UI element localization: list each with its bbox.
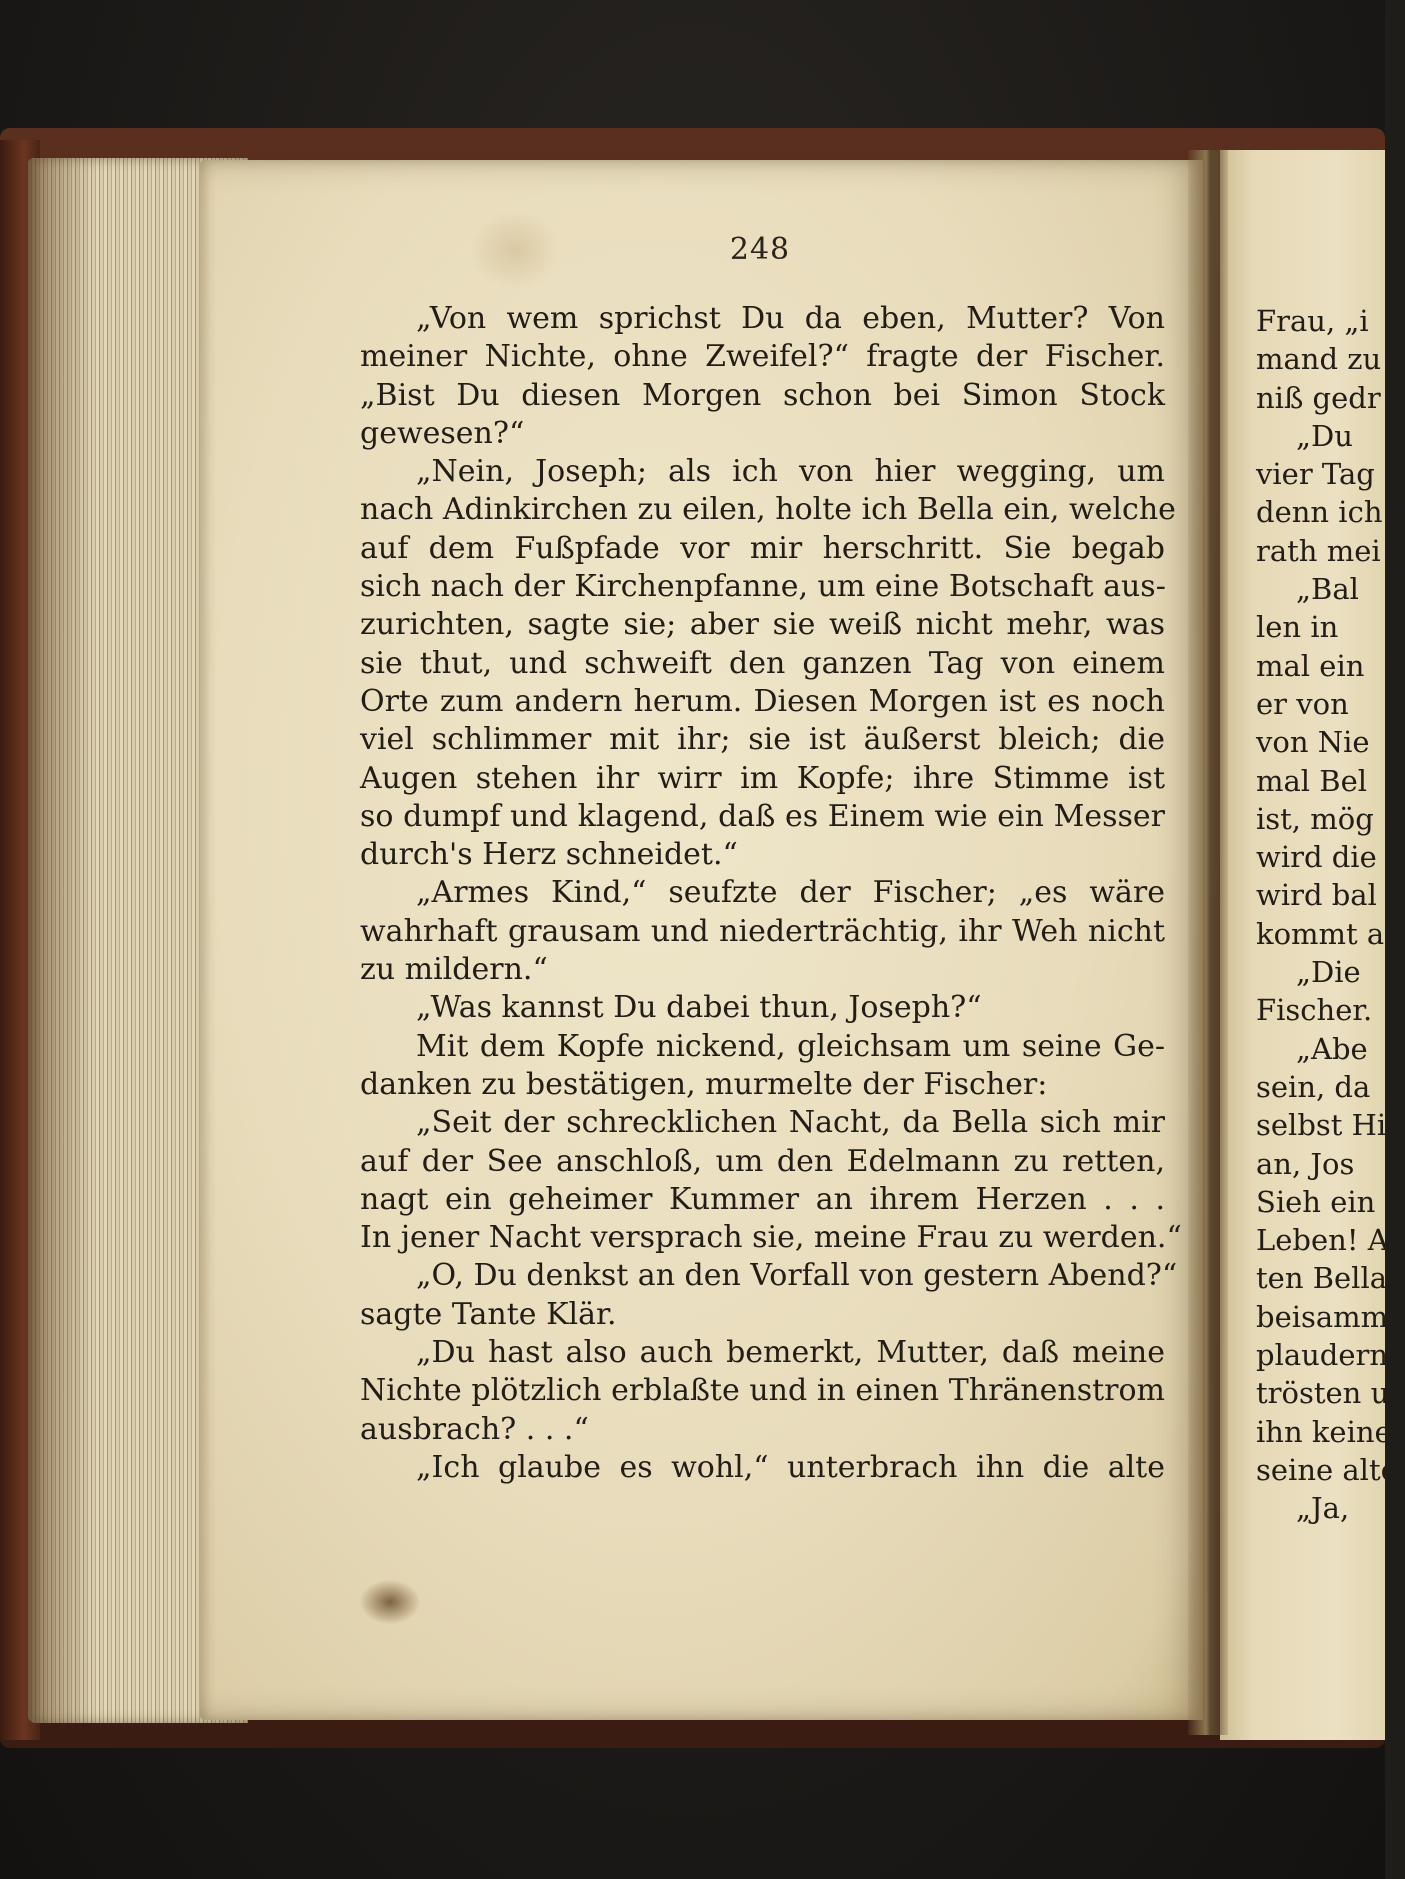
text-line: auf der See anschloß, um den Edelmann zu retten, [360,1143,1165,1179]
text-line: „Von wem sprichst Du da eben, Mutter? Von [416,301,1165,336]
text-line: Orte zum andern herum. Diesen Morgen ist es noch [360,683,1165,719]
text-line: er von [1256,686,1349,721]
text-line: „Ich glaube es wohl,“ unterbrach ihn die alte [416,1449,1165,1485]
text-line: beisamme [1256,1299,1405,1334]
text-line: len in [1256,610,1339,645]
text-line: „Bal [1296,572,1359,607]
text-line: „Du [1296,418,1353,453]
text-line: „O, Du denkst an den Vorfall von gestern Abend?“ [416,1258,1178,1294]
text-line: zurichten, sagte sie; aber sie weiß nicht mehr, was [360,607,1165,643]
page-number: 248 [729,232,791,267]
text-line: ist, mög [1256,801,1374,836]
text-line: ihn keine [1256,1414,1392,1449]
text-line: „Nein, Joseph; als ich von hier wegging, um [416,454,1165,490]
text-line: wird die [1256,840,1377,875]
text-line: ten Bella [1256,1261,1388,1296]
text-line: viel schlimmer mit ihr; sie ist äußerst bleich; die [360,722,1165,758]
text-line: Nichte plötzlich erblaßte und in einen Thränenstrom [360,1373,1165,1409]
text-line: rath mei [1256,533,1381,568]
text-line: „Die [1296,955,1361,990]
text-line: „Seit der schrecklichen Nacht, da Bella sich mir [416,1105,1165,1141]
text-line: niß gedr [1256,380,1381,415]
text-line: ausbrach? . . .“ [360,1411,589,1447]
text-line: Leben! A [1256,1223,1389,1258]
text-line: an, Jos [1256,1146,1355,1181]
text-line: sein, da [1256,1069,1371,1104]
text-line: mal Bel [1256,763,1368,798]
text-line: „Armes Kind,“ seufzte der Fischer; „es wäre [416,875,1165,911]
book-gutter [1188,150,1228,1735]
text-line: mand zu [1256,342,1382,377]
text-line: vier Tag [1256,457,1375,492]
text-line: Sieh ein [1256,1184,1376,1219]
text-line: In jener Nacht versprach sie, meine Frau zu werden.“ [360,1220,1182,1256]
text-line: auf dem Fußpfade vor mir herschritt. Sie begab [360,530,1165,566]
text-line: danken zu bestätigen, murmelte der Fischer: [360,1066,1048,1102]
text-line: „Du hast also auch bemerkt, Mutter, daß meine [416,1335,1165,1371]
left-page-text [360,300,1182,1487]
text-line: Fischer. [1256,993,1373,1028]
text-line: Mit dem Kopfe nickend, gleichsam um seine Ge- [416,1028,1165,1064]
text-line: gewesen?“ [360,415,525,451]
text-line: so dumpf und klagend, daß es Einem wie ein Messer [360,798,1165,834]
text-line: sich nach der Kirchenpfanne, um eine Botschaft aus- [360,569,1166,605]
text-line: mal ein [1256,648,1365,683]
text-line: selbst Hi [1256,1108,1387,1143]
text-line: von Nie [1256,725,1370,760]
text-line: „Abe [1296,1031,1368,1066]
right-page-text [1256,302,1405,1528]
text-line: sagte Tante Klär. [360,1296,617,1332]
text-line: Frau, „i [1256,304,1369,338]
text-line: denn ich [1256,495,1383,530]
text-line: kommt a [1256,916,1385,951]
text-line: nach Adinkirchen zu eilen, holte ich Bella ein, welche [360,492,1176,528]
text-line: sie thut, und schweift den ganzen Tag von einem [360,645,1165,681]
text-line: wahrhaft grausam und niederträchtig, ihr Weh nicht [360,913,1165,949]
text-line: seine alte [1256,1452,1398,1487]
text-line: wird bal [1256,878,1377,913]
text-line: „Ja, [1296,1491,1350,1526]
text-line: zu mildern.“ [360,952,548,988]
text-line: „Was kannst Du dabei thun, Joseph?“ [416,990,982,1026]
text-line: trösten u [1256,1376,1390,1411]
text-line: „Bist Du diesen Morgen schon bei Simon Stock [360,377,1165,413]
text-line: meiner Nichte, ohne Zweifel?“ fragte der Fischer. [360,339,1165,375]
text-line: Augen stehen ihr wirr im Kopfe; ihre Stimme ist [360,760,1165,796]
text-line: durch's Herz schneidet.“ [360,837,738,873]
text-line: plaudern [1256,1338,1389,1373]
text-line: nagt ein geheimer Kummer an ihrem Herzen . . . [360,1181,1165,1217]
